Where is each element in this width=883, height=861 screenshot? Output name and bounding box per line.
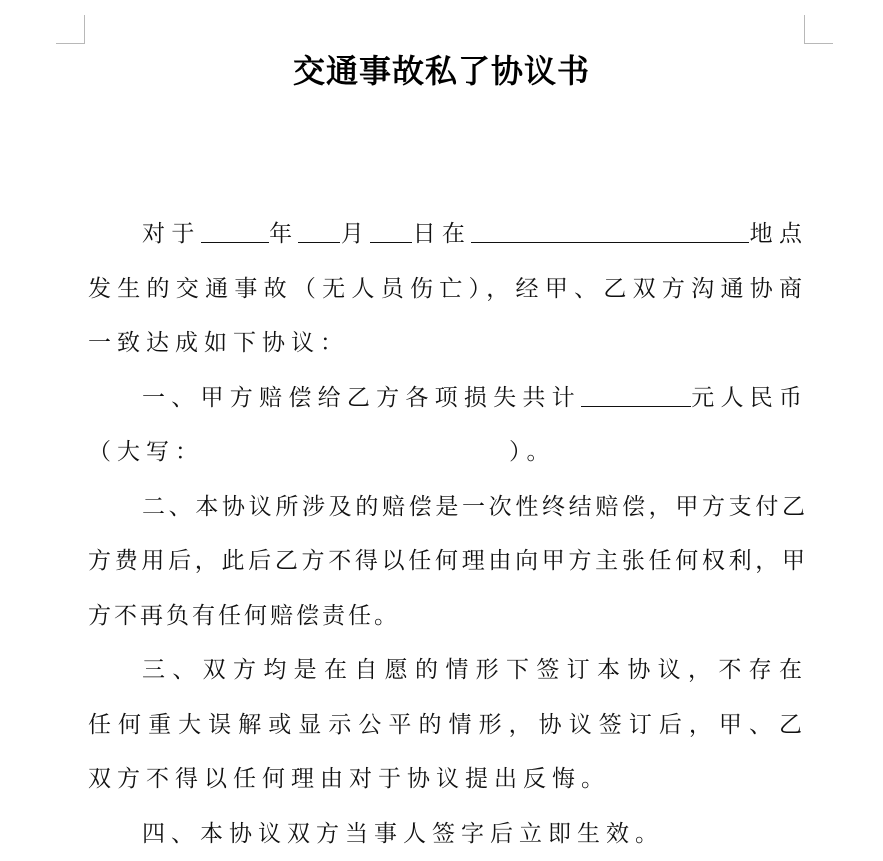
document-body [88,207,808,861]
place-blank[interactable] [471,220,749,243]
day-label: 日在 [412,221,471,247]
intro-paragraph [88,207,808,371]
year-label: 年 [269,221,299,247]
clause-1-lead: 一、甲方赔偿给乙方各项损失共计 [142,385,581,411]
year-blank[interactable] [201,220,269,243]
document-title: 交通事故私了协议书 [0,46,883,96]
month-blank[interactable] [298,220,340,243]
clause-4: 四、本协议双方当事人签字后立即生效。 [88,807,808,861]
currency-unit: 元人民币 [691,385,808,411]
clause-1 [88,371,808,480]
intro-rest: 发生的交通事故（无人员伤亡），经甲、乙双方沟通协商一致达成如下协议： [88,276,808,357]
place-label: 地点 [749,221,808,247]
amount-caps-close: ）。 [509,439,556,465]
clause-3: 三、双方均是在自愿的情形下签订本协议，不存在任何重大误解或显示公平的情形，协议签订后，甲、乙双方不得以任何理由对于协议提出反悔。 [88,643,808,807]
intro-lead: 对于 [142,221,201,247]
amount-caps-label: （大写： [88,439,204,465]
crop-mark-top-left [56,15,85,44]
crop-mark-top-right [804,15,833,44]
clause-2: 二、本协议所涉及的赔偿是一次性终结赔偿，甲方支付乙方费用后，此后乙方不得以任何理由向甲方主张任何权利，甲方不再负有任何赔偿责任。 [88,480,808,644]
day-blank[interactable] [370,220,412,243]
amount-blank[interactable] [581,384,691,407]
month-label: 月 [340,221,370,247]
